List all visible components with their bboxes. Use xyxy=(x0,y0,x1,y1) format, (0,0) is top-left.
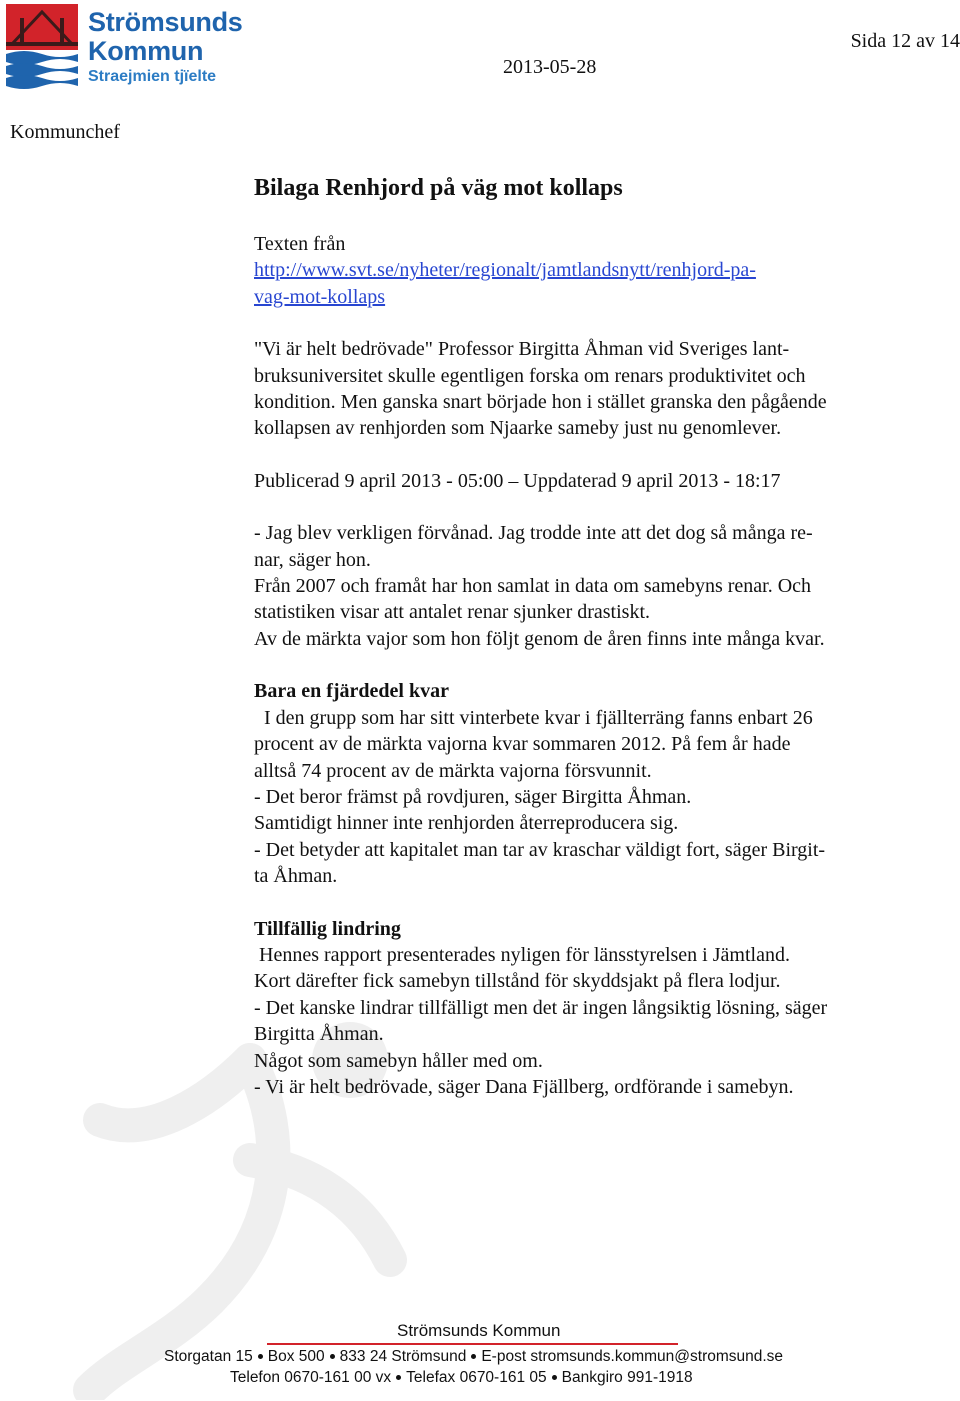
page-number: Sida 12 av 14 xyxy=(850,30,960,52)
document-body xyxy=(254,172,944,1100)
logo-subtitle: Straejmien tjïelte xyxy=(88,68,217,85)
source-paragraph xyxy=(254,231,944,310)
logo-name-line1: Strömsunds xyxy=(88,7,243,37)
source-link[interactable]: http://www.svt.se/nyheter/regionalt/jamtlandsnytt/renhjord-pa- vag-mot-kollaps xyxy=(254,259,756,308)
document-title: Bilaga Renhjord på väg mot kollaps xyxy=(254,175,623,201)
footer-address-line: Storgatan 15 Box 500 833 24 Strömsund E-post stromsunds.kommun@stromsund.se xyxy=(164,1348,784,1365)
footer-divider xyxy=(267,1343,678,1345)
section-tillfallig-lindring: Tillfällig lindring Hennes rapport presenterades nyligen för länsstyrelsen i Jämtland. Kort därefter fick samebyn tillstånd för skyddsjakt på flera lodjur. - Det kanske lindrar tillfälligt men det är ingen långsiktig lösning, säger Birgitta Åhman. Något som samebyn håller med om. - Vi är helt bedrövade, säger Dana Fjällberg, ordförande i samebyn. xyxy=(254,916,944,1101)
header-role: Kommunchef xyxy=(10,121,120,143)
section-fjardedel: Bara en fjärdedel kvar I den grupp som har sitt vinterbete kvar i fjällterräng fanns enbart 26 procent av de märkta vajorna kvar sommaren 2012. På fem år hade alltså 74 procent av de märkta vajorna försvunnit. - Det beror främst på rovdjuren, säger Birgitta Åhman. Samtidigt hinner inte renhjorden återreproducera sig. - Det betyder att kapitalet man tar av kraschar väldigt fort, säger Birgit- ta Åhman. xyxy=(254,678,944,889)
footer-organization: Strömsunds Kommun xyxy=(397,1321,561,1340)
source-label: Texten från xyxy=(254,233,346,255)
subheading-tillfallig-lindring: Tillfällig lindring xyxy=(254,917,401,940)
logo-name-line2: Kommun xyxy=(88,36,204,66)
bridge-logo-icon xyxy=(6,4,78,96)
subheading-bara-en-fjardedel: Bara en fjärdedel kvar xyxy=(254,680,449,703)
quote-paragraph: - Jag blev verkligen förvånad. Jag trodde inte att det dog så många re- nar, säger hon. Från 2007 och framåt har hon samlat in data om samebyns renar. Och statistiken visar att antalet renar sjunker drastiskt. Av de märkta vajor som hon följt genom de åren finns inte många kvar. xyxy=(254,522,825,650)
header-date: 2013-05-28 xyxy=(503,56,597,78)
footer-contact-line: Telefon 0670-161 00 vx Telefax 0670-161 05 Bankgiro 991-1918 xyxy=(230,1369,693,1386)
intro-paragraph: "Vi är helt bedrövade" Professor Birgitta Åhman vid Sveriges lant- bruksuniversitet skulle egentligen forska om renars produktivitet och kondition. Men ganska snart började hon i stället granska den pågående kollapsen av renhjorden som Njaarke sameby just nu genomlever. xyxy=(254,338,827,440)
published-line: Publicerad 9 april 2013 - 05:00 – Uppdaterad 9 april 2013 - 18:17 xyxy=(254,469,781,492)
municipality-logo xyxy=(6,4,243,100)
